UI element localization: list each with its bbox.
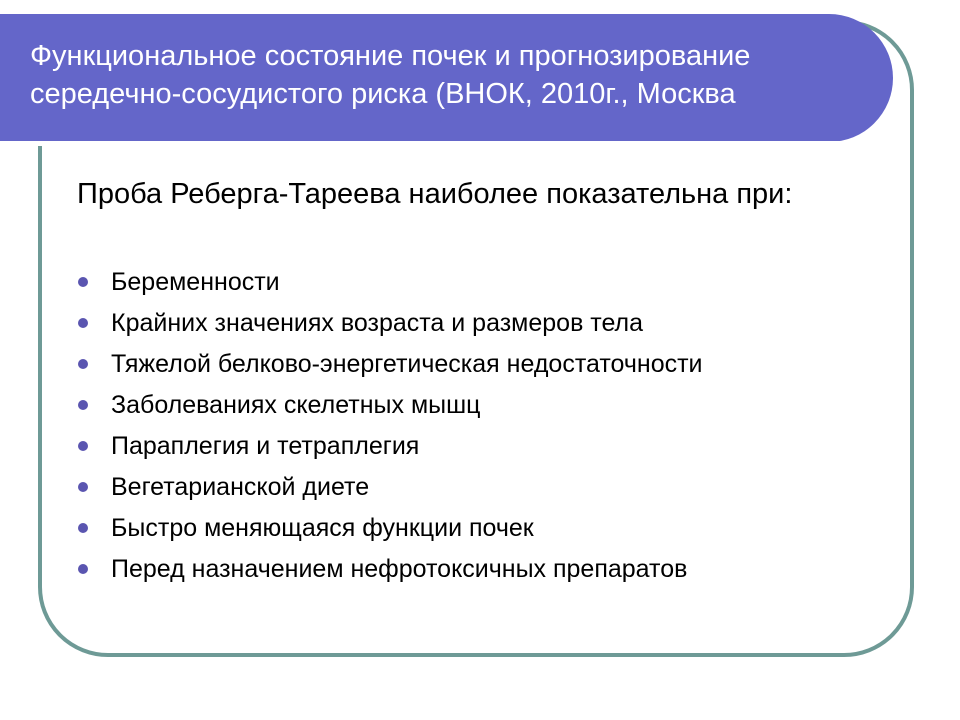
bullet-icon <box>78 564 88 574</box>
slide-title-line-1: Функциональное состояние почек и прогнозирование <box>30 40 751 72</box>
list-item-text: Вегетарианской диете <box>111 473 370 501</box>
list-item-text: Заболеваниях скелетных мышц <box>111 391 481 419</box>
list-item-text: Крайних значениях возраста и размеров тела <box>111 309 644 337</box>
bullet-icon <box>78 523 88 533</box>
lead-text: Проба Реберга-Тареева наиболее показательна при: <box>77 178 793 210</box>
bullet-icon <box>78 318 88 328</box>
bullet-icon <box>78 441 88 451</box>
list-item-text: Быстро меняющаяся функции почек <box>111 514 534 542</box>
list-item-text: Беременности <box>111 268 280 296</box>
list-item-text: Параплегия и тетраплегия <box>111 432 420 460</box>
slide-title-line-2: середечно-сосудистого риска (ВНОК, 2010г., Москва <box>30 78 736 110</box>
bullet-icon <box>78 277 88 287</box>
bullet-icon <box>78 400 88 410</box>
title-underline <box>0 141 848 146</box>
bullet-icon <box>78 359 88 369</box>
list-item-text: Тяжелой белково-энергетическая недостаточности <box>111 350 703 378</box>
bullet-icon <box>78 482 88 492</box>
list-item-text: Перед назначением нефротоксичных препаратов <box>111 555 688 583</box>
slide-title <box>30 37 870 113</box>
